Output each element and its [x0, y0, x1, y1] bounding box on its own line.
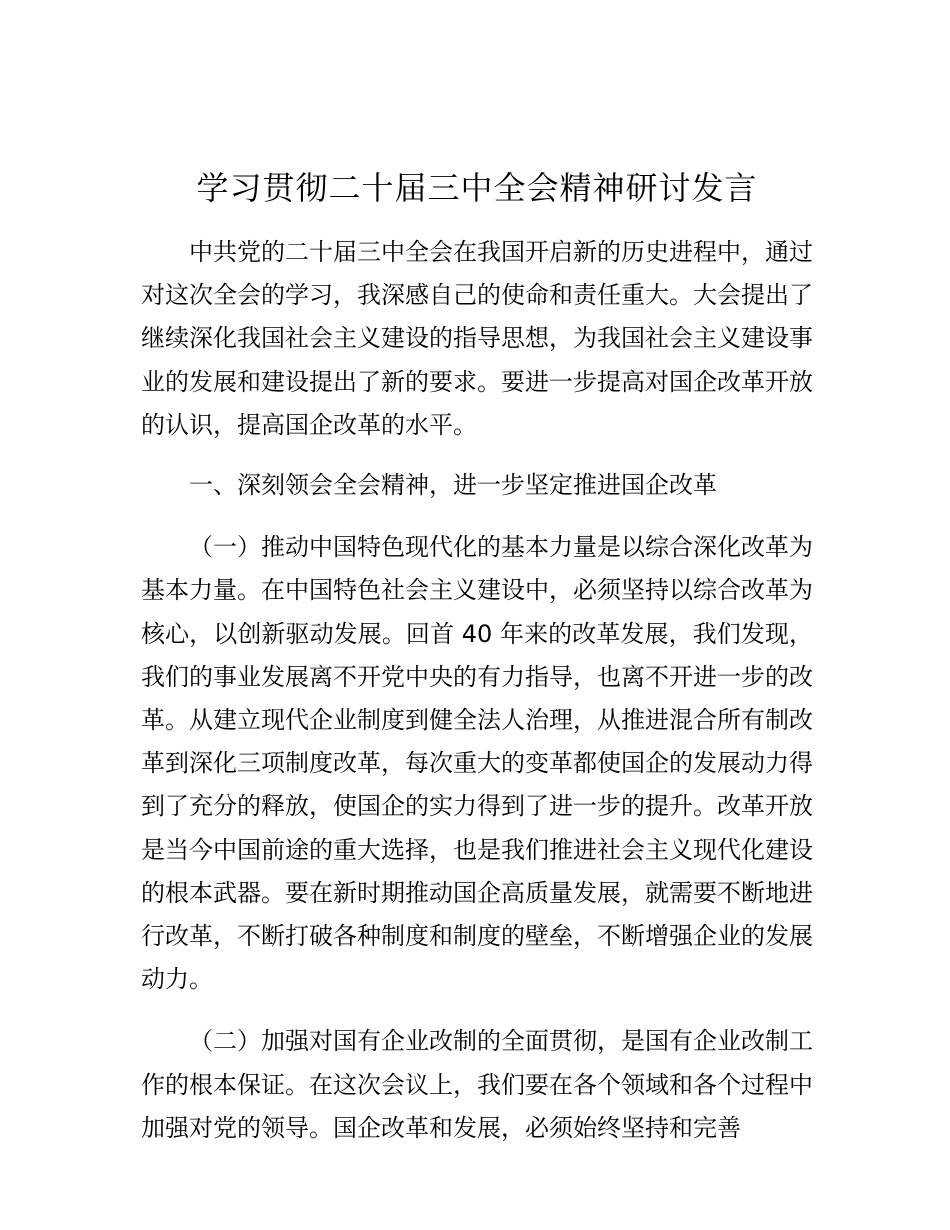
document-page [141, 166, 813, 1150]
section-heading-1: 一、深刻领会全会精神，进一步坚定推进国企改革 [189, 471, 717, 500]
subsection-paragraph-2: （二）加强对国有企业改制的全面贯彻，是国有企业改制工作的根本保证。在这次会议上，我们要在各个领域和各个过程中加强对党的领导。国企改革和发展，必须始终坚持和完善 [141, 1027, 813, 1142]
subsection-paragraph-1: （一）推动中国特色现代化的基本力量是以综合深化改革为基本力量。在中国特色社会主义建设中，必须坚持以综合改革为核心，以创新驱动发展。回首 40 年来的改革发展，我们发现，我们的事业发展离不开党中央的有力指导，也离不开进一步的改革。从建立现代企业制度到健全法人治理，从推进混合所有制改革到深化三项制度改革，每次重大的变革都使国企的发展动力得到了充分的释放，使国企的实力得到了进一步的提升。改革开放是当今中国前途的重大选择，也是我们推进社会主义现代化建设的根本武器。要在新时期推动国企高质量发展，就需要不断地进行改革，不断打破各种制度和制度的壁垒，不断增强企业的发展动力。 [141, 533, 813, 994]
document-title: 学习贯彻二十届三中全会精神研讨发言 [196, 169, 758, 207]
intro-paragraph: 中共党的二十届三中全会在我国开启新的历史进程中，通过对这次全会的学习，我深感自己的使命和责任重大。大会提出了继续深化我国社会主义建设的指导思想，为我国社会主义建设事业的发展和建设提出了新的要求。要进一步提高对国企改革开放的认识，提高国企改革的水平。 [141, 238, 813, 439]
